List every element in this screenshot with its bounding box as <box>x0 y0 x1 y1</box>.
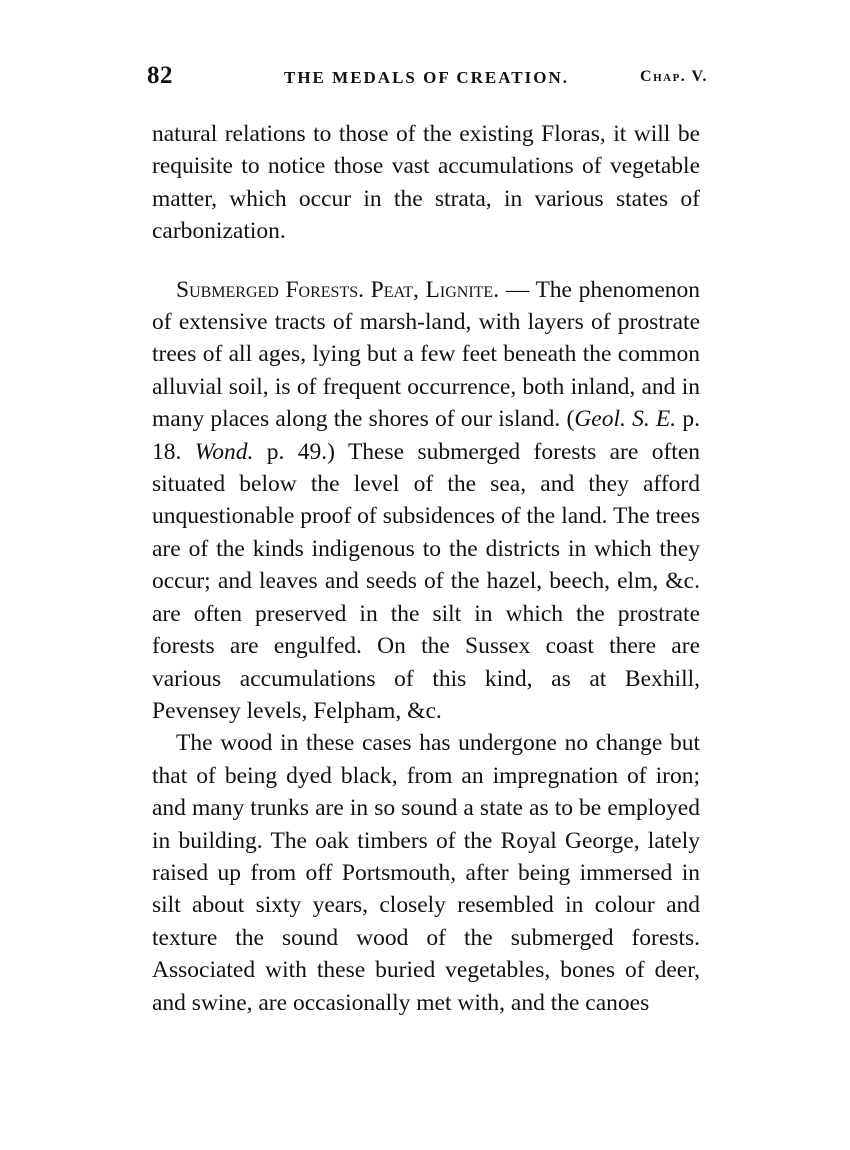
body-text <box>152 118 700 1019</box>
running-title: THE MEDALS OF CREATION. <box>284 68 569 87</box>
heading-dash: — <box>499 276 536 303</box>
paragraph-continuation: natural relations to those of the existing Floras, it will be requisite to notice those vast accumulations of vegetable matter, which occur in the strata, in various states of carbonization. <box>152 121 700 245</box>
paragraph-wood: The wood in these cases has undergone no change but that of being dyed black, from an impregnation of iron; and many trunks are in so sound a state as to be employed in building. The oak timbers of the Royal George, lately raised up from off Portsmouth, after being immersed in silt about sixty years, closely resembled in colour and texture the sound wood of the submerged forests. Associated with these buried vegetables, bones of deer, and swine, are occasionally met with, and the canoes <box>152 730 700 1016</box>
paragraph-text-part-c: p. 49.) These submerged forests are often situated below the level of the sea, and they afford unquestionable proof of subsidences of the land. The trees are of the kinds indigenous to the districts in which they occur; and leaves and seeds of the hazel, beech, elm, &c. are often preserved in the silt in which the prostrate forests are engulfed. On the Sussex coast there are various accumulations of this kind, as at Bexhill, Pevensey levels, Felpham, &c. <box>152 438 700 724</box>
chapter-reference: Chap. V. <box>640 68 708 85</box>
page-header <box>147 62 708 96</box>
page-number: 82 <box>147 62 173 89</box>
section-heading: Submerged Forests. Peat, Lignite. <box>176 276 500 303</box>
paragraph-text-part-a: The phenomenon of extensive tracts of marsh-land, with layers of prostrate trees of all ages, lying but a few feet beneath the common alluvial soil, is of frequent occurrence, both inland, and in many places along the shores of our island. ( <box>152 276 700 433</box>
paragraph-text-part-b: p. 18. <box>152 406 700 465</box>
reference-geol: Geol. S. E. <box>574 406 677 433</box>
paragraph-submerged-forests <box>152 274 700 728</box>
book-page <box>147 62 708 1019</box>
reference-wond: Wond. <box>194 438 254 465</box>
